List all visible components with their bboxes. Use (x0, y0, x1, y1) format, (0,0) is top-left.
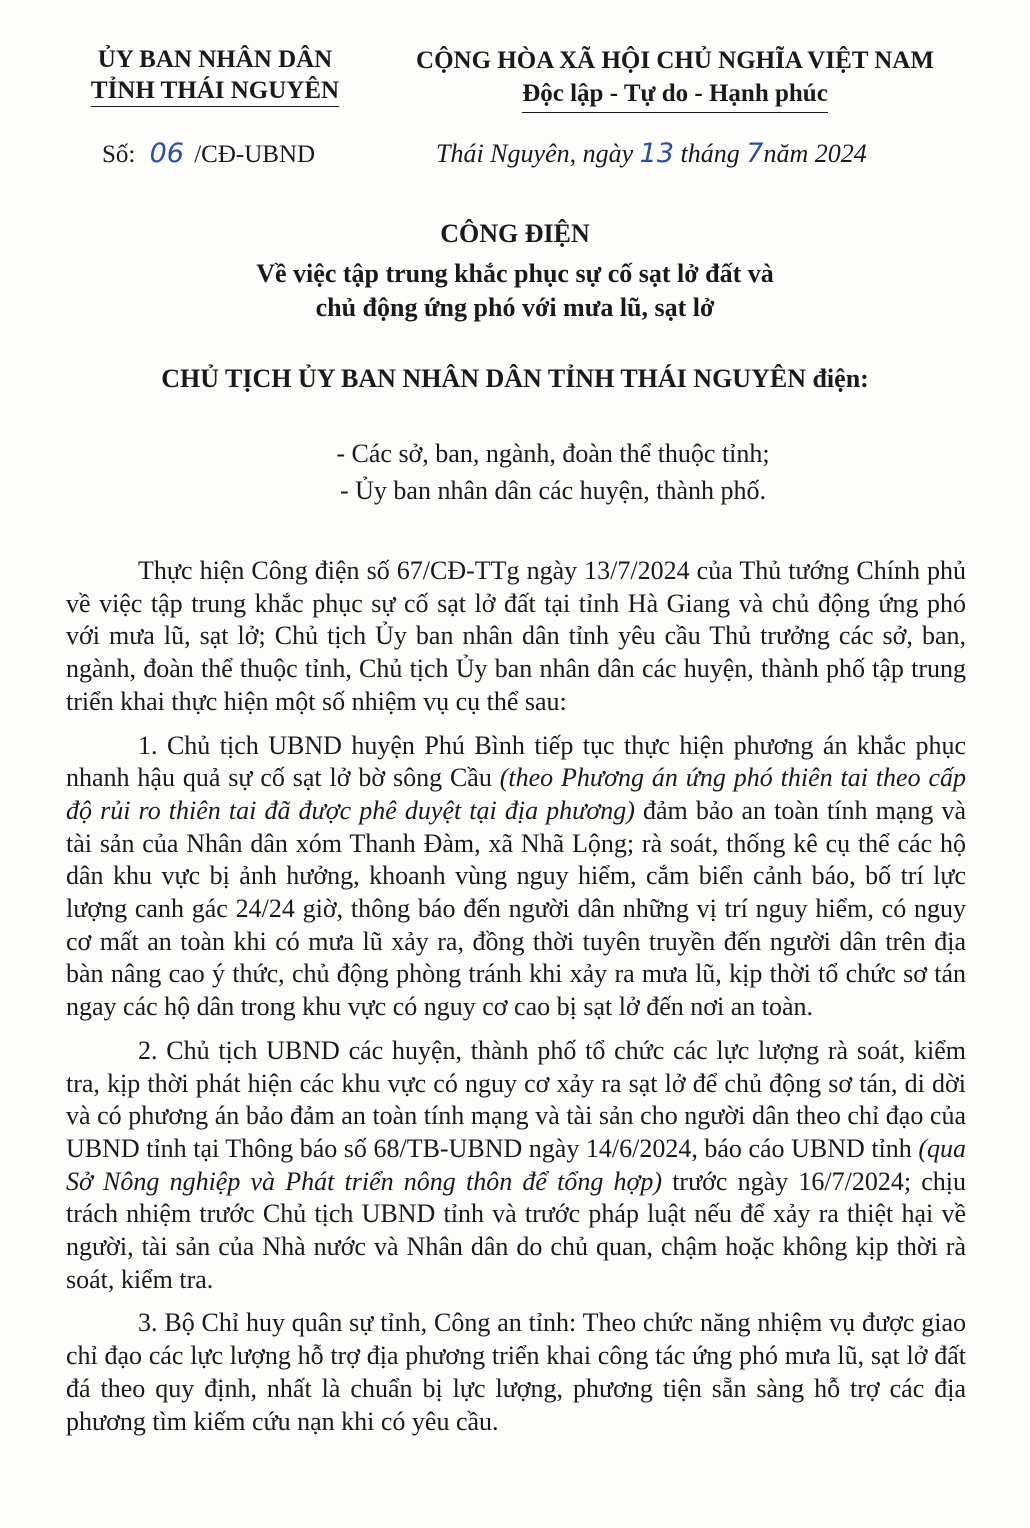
issue-date (436, 138, 867, 169)
task-2-text-a: 2. Chủ tịch UBND các huyện, thành phố tổ chức các lực lượng rà soát, kiểm tra, kịp thời phát hiện các khu vực có nguy cơ xảy ra sạt lở để chủ động sơ tán, di dời và có phương án bảo đảm an toàn tính mạng và tài sản cho người dân theo chỉ đạo của UBND tỉnh tại Thông báo số 68/TB-UBND ngày 14/6/2024, báo cáo UBND tỉnh (66, 1035, 966, 1163)
motto: Độc lập - Tự do - Hạnh phúc (522, 77, 828, 113)
number-handwritten: 06 (149, 138, 184, 169)
subtitle-line-1: Về việc tập trung khắc phục sự cố sạt lở đất và (256, 259, 774, 288)
recipient-1: - Các sở, ban, ngành, đoàn thể thuộc tỉnh; (336, 439, 770, 468)
task-1-text-a: 1. Chủ tịch UBND huyện Phú Bình tiếp tục thực hiện phương án khắc phục nhanh hậu quả sự cố sạt lở bờ sông Cầu (66, 730, 966, 793)
paragraph-intro: Thực hiện Công điện số 67/CĐ-TTg ngày 13/7/2024 của Thủ tướng Chính phủ về việc tập trung khắc phục sự cố sạt lở đất tại tỉnh Hà Giang và chủ động ứng phó với mưa lũ, sạt lở; Chủ tịch Ủy ban nhân dân tỉnh yêu cầu Thủ trưởng các sở, ban, ngành, đoàn thể thuộc tỉnh, Chủ tịch Ủy ban nhân dân các huyện, thành phố tập trung triển khai thực hiện một số nhiệm vụ cụ thể sau: (66, 556, 966, 716)
day-handwritten: 13 (639, 138, 675, 169)
paragraph-task-2 (66, 1035, 966, 1297)
date-place: Thái Nguyên, ngày (436, 139, 634, 168)
task-1-text-b: đảm bảo an toàn tính mạng và tài sản của Nhân dân xóm Thanh Đàm, xã Nhã Lộng; rà soát, thống kê cụ thể các hộ dân khu vực bị ảnh hưởng, khoanh vùng nguy hiểm, cắm biển cảnh báo, bố trí lực lượng canh gác 24/24 giờ, thông báo đến người dân những vị trí nguy hiểm, có nguy cơ mất an toàn khi có mưa lũ xảy ra, đồng thời tuyên truyền đến người dân trên địa bàn nâng cao ý thức, chủ động phòng tránh khi xảy ra mưa lũ, kịp thời tổ chức sơ tán ngay các hộ dân trong khu vực có nguy cơ cao bị sạt lở đến nơi an toàn. (66, 795, 966, 1022)
task-2-italic: (qua Sở Nông nghiệp và Phát triển nông thôn để tổng hợp) (66, 1133, 966, 1196)
national-title (395, 44, 955, 113)
paragraph-task-3: 3. Bộ Chỉ huy quân sự tỉnh, Công an tỉnh: Theo chức năng nhiệm vụ được giao chỉ đạo các lực lượng hỗ trợ địa phương triển khai công tác ứng phó mưa lũ, sạt lở đất đá theo quy định, nhất là chuẩn bị lực lượng, phương tiện sẵn sàng hỗ trợ các địa phương tìm kiếm cứu nạn khi có yêu cầu. (66, 1308, 966, 1436)
country-name: CỘNG HÒA XÃ HỘI CHỦ NGHĨA VIỆT NAM (416, 47, 934, 74)
task-1-italic: (theo Phương án ứng phó thiên tai theo cấp độ rủi ro thiên tai đã được phê duyệt tại địa phương) (66, 763, 966, 825)
month-label: tháng (680, 139, 740, 168)
month-handwritten: 7 (746, 138, 764, 169)
year-text: năm 2024 (763, 139, 867, 168)
document-number (102, 138, 315, 169)
number-suffix: /CĐ-UBND (194, 141, 316, 168)
agency-line-2: TỈNH THÁI NGUYÊN (91, 75, 339, 107)
agency-line-1: ỦY BAN NHÂN DÂN (97, 46, 333, 73)
recipient-2: - Ủy ban nhân dân các huyện, thành phố. (340, 476, 766, 505)
document-type-title: CÔNG ĐIỆN (440, 219, 590, 248)
task-2-text-b: trước ngày 16/7/2024; chịu trách nhiệm trước Chủ tịch UBND tỉnh và trước pháp luật nếu để xảy ra thiệt hại về người, tài sản của Nhà nước và Nhân dân do chủ quan, chậm hoặc không kịp thời rà soát, kiểm tra. (66, 1166, 966, 1294)
subtitle-line-2: chủ động ứng phó với mưa lũ, sạt lở (315, 293, 715, 322)
sender-line: CHỦ TỊCH ỦY BAN NHÂN DÂN TỈNH THÁI NGUYÊN điện: (161, 364, 869, 393)
issuing-agency (60, 44, 370, 107)
paragraph-task-1 (66, 730, 966, 1024)
number-prefix: Số: (102, 141, 136, 168)
document-body (66, 555, 966, 1449)
